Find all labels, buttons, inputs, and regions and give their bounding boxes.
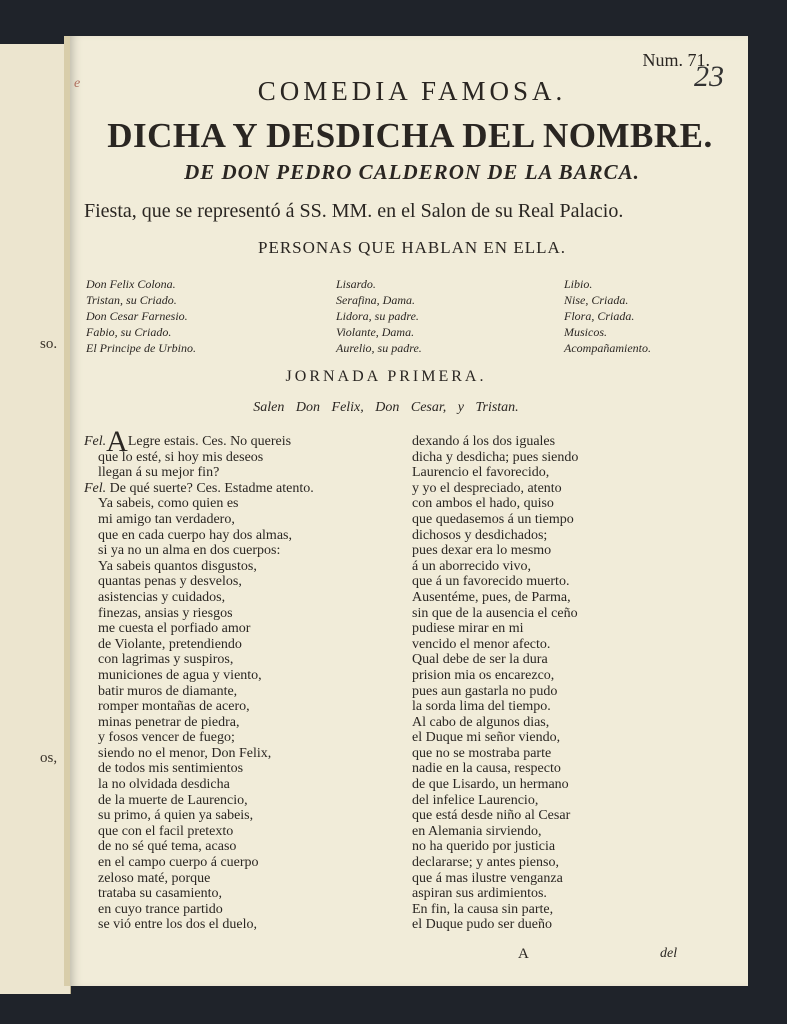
verse-line: del infelice Laurencio, — [412, 792, 539, 808]
verse-text: Ya sabeis quantos disgustos, — [98, 558, 257, 574]
verse-text: que lo esté, si hoy mis deseos — [98, 449, 264, 465]
verse-text: en el campo cuerpo á cuerpo — [98, 855, 259, 871]
verse-line: Al cabo de algunos dias, — [412, 714, 550, 730]
prev-page-fragment: so. — [40, 336, 58, 352]
verse-text: mi amigo tan verdadero, — [98, 511, 235, 527]
personas-heading: PERSONAS QUE HABLAN EN ELLA. — [257, 238, 567, 257]
verse-line: el Duque mi señor viendo, — [412, 730, 561, 746]
verse-line — [84, 746, 314, 762]
verse-line: el Duque pudo ser dueño — [412, 917, 552, 933]
verse-line — [84, 777, 314, 793]
verse-line: que está desde niño al Cesar — [412, 808, 571, 824]
speaker-label: Fel. — [84, 434, 107, 449]
verse-line: En fin, la causa sin parte, — [412, 901, 554, 917]
verse-text: su primo, á quien ya sabeis, — [98, 808, 254, 824]
cast-column — [86, 276, 196, 356]
verse-line — [84, 793, 314, 809]
handwritten-number: 23 — [694, 60, 724, 93]
verse-text: trataba su casamiento, — [98, 886, 223, 902]
verse-line: que quedasemos á un tiempo — [412, 511, 574, 527]
verse-line — [84, 528, 314, 544]
verse-line: con ambos el hado, quiso — [412, 496, 554, 512]
verse-line: en Alemania sirviendo, — [412, 823, 542, 839]
verse-text: batir muros de diamante, — [98, 683, 238, 699]
verse-text: se vió entre los dos el duelo, — [98, 917, 258, 933]
verse-text: llegan á su mejor fin? — [98, 465, 220, 481]
cast-entry: Fabio, su Criado. — [86, 325, 172, 339]
cast-entry: El Principe de Urbino. — [86, 341, 196, 355]
verse-column-left — [84, 425, 314, 933]
verse-text: Ya sabeis, como quien es — [98, 496, 239, 512]
verse-line — [84, 855, 314, 871]
verse-line: Qual debe de ser la dura — [412, 652, 548, 668]
verse-line — [84, 543, 314, 559]
verse-line: dichosos y desdichados; — [412, 527, 548, 543]
cast-entry: Flora, Criada. — [564, 309, 635, 323]
verse-text: que con el facil pretexto — [98, 823, 234, 839]
verse-line: dicha y desdicha; pues siendo — [412, 449, 579, 465]
verse-line — [84, 559, 314, 575]
cast-entry: Lidora, su padre. — [336, 309, 419, 323]
verse-line — [84, 824, 314, 840]
verse-line — [84, 450, 314, 466]
prev-page-fragment: os, — [40, 750, 58, 766]
verse-line: que no se mostraba parte — [412, 745, 552, 761]
verse-line — [84, 699, 314, 715]
verse-line: aspiran sus ardimientos. — [412, 886, 547, 902]
verse-text: zeloso maté, porque — [98, 870, 211, 886]
verse-line — [84, 465, 314, 481]
verse-line — [84, 761, 314, 777]
verse-text: de la muerte de Laurencio, — [98, 792, 248, 808]
verse-line: que á un favorecido muerto. — [412, 574, 570, 590]
verse-text: con lagrimas y suspiros, — [98, 652, 234, 668]
verse-text: Legre estais. Ces. No quereis — [127, 434, 292, 449]
verse-text: minas penetrar de piedra, — [98, 714, 240, 730]
verse-line — [84, 574, 314, 590]
verse-line: de que Lisardo, un hermano — [412, 777, 569, 793]
verse-line — [84, 808, 314, 824]
verse-text: y fosos vencer de fuego; — [98, 730, 235, 746]
page-number-printed: Num. 71. — [642, 50, 710, 70]
verse-text: asistencias y cuidados, — [98, 589, 226, 605]
verse-text: siendo no el menor, Don Felix, — [98, 745, 272, 761]
cast-entry: Serafina, Dama. — [336, 293, 415, 307]
play-title: DICHA Y DESDICHA DEL NOMBRE. — [107, 116, 713, 155]
verse-line — [84, 684, 314, 700]
verse-line — [84, 481, 314, 497]
verse-text: que en cada cuerpo hay dos almas, — [98, 527, 292, 543]
act-heading: JORNADA PRIMERA. — [285, 368, 487, 385]
cast-entry: Acompañamiento. — [564, 341, 651, 355]
cast-entry: Musicos. — [564, 325, 607, 339]
verse-line — [84, 839, 314, 855]
speaker-label: Fel. — [84, 480, 107, 496]
author-line: DE DON PEDRO CALDERON DE LA BARCA. — [184, 160, 640, 184]
verse-line — [84, 512, 314, 528]
stage-direction: Salen Don Felix, Don Cesar, y Tristan. — [253, 400, 519, 415]
previous-page-edge — [0, 44, 71, 994]
verse-text: me cuesta el porfiado amor — [98, 621, 251, 637]
verse-line: que á mas ilustre venganza — [412, 870, 563, 886]
verse-line: pues dexar era lo mesmo — [412, 543, 552, 559]
verse-text: de Violante, pretendiendo — [98, 636, 242, 652]
cast-entry: Violante, Dama. — [336, 325, 415, 339]
verse-text: De qué suerte? Ces. Estadme atento. — [109, 480, 314, 496]
verse-line: á un aborrecido vivo, — [412, 558, 531, 574]
verse-line — [84, 730, 314, 746]
drop-cap: A — [106, 425, 128, 458]
cast-entry: Don Felix Colona. — [86, 277, 176, 291]
verse-line — [84, 652, 314, 668]
cast-column — [564, 276, 651, 356]
verse-line: Laurencio el favorecido, — [412, 465, 550, 481]
verse-line — [84, 886, 314, 902]
verse-line: vencido el menor afecto. — [412, 636, 551, 652]
cast-entry: Libio. — [564, 277, 593, 291]
document-page — [64, 36, 748, 986]
verse-line — [84, 871, 314, 887]
verse-line — [84, 496, 314, 512]
verse-line: pues aun gastarla no pudo — [412, 683, 558, 699]
cast-entry: Don Cesar Farnesio. — [86, 309, 188, 323]
verse-text: romper montañas de acero, — [98, 699, 250, 715]
verse-text: si ya no un alma en dos cuerpos: — [98, 543, 281, 559]
verse-line: nadie en la causa, respecto — [412, 761, 561, 777]
verse-line — [84, 917, 314, 933]
verse-line: Ausentéme, pues, de Parma, — [412, 589, 571, 605]
verse-line — [84, 668, 314, 684]
signature-mark: A — [518, 946, 529, 962]
verse-line: no ha querido por justicia — [412, 839, 556, 855]
verse-line: sin que de la ausencia el ceño — [412, 605, 578, 621]
verse-column-right — [412, 434, 578, 933]
verse-text: la no olvidada desdicha — [98, 777, 230, 793]
cast-entry: Tristan, su Criado. — [86, 293, 177, 307]
cast-entry: Lisardo. — [336, 277, 376, 291]
verse-line: la sorda lima del tiempo. — [412, 699, 551, 715]
verse-line: pudiese mirar en mi — [412, 621, 524, 637]
verse-line: y yo el despreciado, atento — [412, 480, 562, 496]
verse-line — [84, 902, 314, 918]
cast-column — [336, 276, 422, 356]
margin-note: e — [74, 76, 81, 91]
subtitle-line: Fiesta, que se representó á SS. MM. en el Salon de su Real Palacio. — [84, 200, 624, 222]
verse-text: finezas, ansias y riesgos — [98, 605, 233, 621]
verse-line — [84, 590, 314, 606]
verse-text: quantas penas y desvelos, — [98, 574, 242, 590]
verse-line: dexando á los dos iguales — [412, 434, 556, 449]
verse-text: municiones de agua y viento, — [98, 667, 262, 683]
verse-line: declararse; y antes pienso, — [412, 855, 559, 871]
title-comedia: COMEDIA FAMOSA. — [257, 76, 567, 106]
cast-entry: Nise, Criada. — [564, 293, 629, 307]
verse-text: de todos mis sentimientos — [98, 761, 244, 777]
catchword: del — [660, 946, 678, 961]
verse-line: prision mia os encarezco, — [412, 667, 555, 683]
verse-text: de no sé qué tema, acaso — [98, 839, 237, 855]
verse-text: en cuyo trance partido — [98, 901, 223, 917]
verse-line — [84, 621, 314, 637]
verse-line — [84, 606, 314, 622]
cast-entry: Aurelio, su padre. — [336, 341, 422, 355]
verse-line — [84, 715, 314, 731]
verse-line — [84, 637, 314, 653]
